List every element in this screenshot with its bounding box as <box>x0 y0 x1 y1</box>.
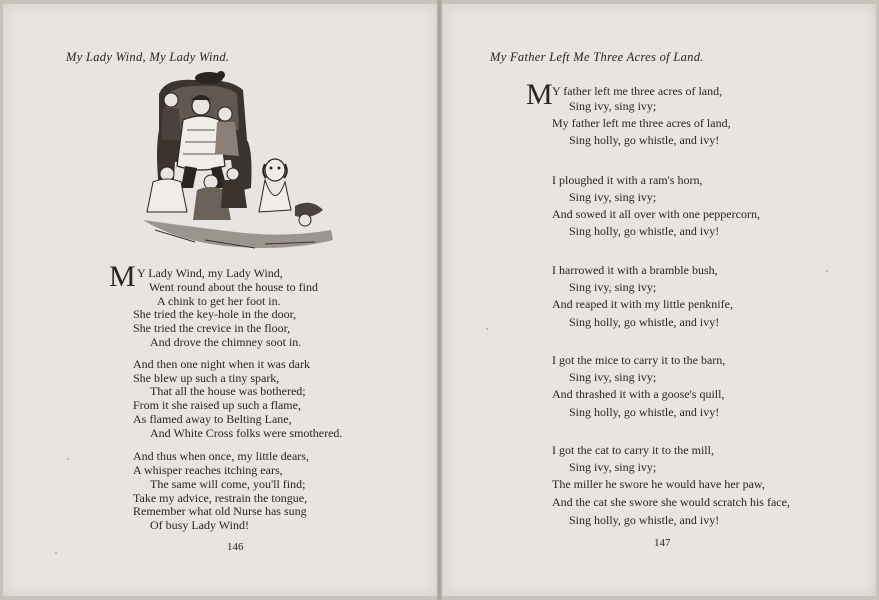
poem-line: Went round about the house to find <box>149 280 319 294</box>
poem-line: I harrowed it with a bramble bush, <box>552 263 718 277</box>
poem-line: Take my advice, restrain the tongue, <box>133 491 308 505</box>
poem-line: A chink to get her foot in. <box>157 294 281 308</box>
paper-speck <box>486 328 488 330</box>
page-header: My Lady Wind, My Lady Wind. <box>66 50 230 64</box>
drop-cap: M <box>109 260 136 293</box>
page-header: My Father Left Me Three Acres of Land. <box>490 50 704 64</box>
page-number: 146 <box>227 541 244 553</box>
poem-line: From it she raised up such a flame, <box>133 398 301 412</box>
poem-line: Remember what old Nurse has sung <box>133 504 307 518</box>
poem-line: She tried the key-hole in the door, <box>133 307 297 321</box>
poem-line: She blew up such a tiny spark, <box>133 371 280 385</box>
drop-cap: M <box>526 78 553 111</box>
left-page <box>3 4 437 596</box>
poem-line: I got the cat to carry it to the mill, <box>552 443 714 457</box>
poem-line: My father left me three acres of land, <box>552 116 731 130</box>
poem-line: Of busy Lady Wind! <box>150 518 249 532</box>
page-number: 147 <box>654 537 671 549</box>
poem-line: Sing ivy, sing ivy; <box>569 280 657 294</box>
poem-line: And the cat she swore she would scratch his face, <box>552 495 790 509</box>
poem-line: Sing ivy, sing ivy; <box>569 370 657 384</box>
poem-line: That all the house was bothered; <box>150 384 306 398</box>
paper-speck <box>67 458 69 460</box>
grandmother-with-children-and-dog-illustration <box>135 70 335 256</box>
poem-line: Y father left me three acres of land, <box>552 84 723 98</box>
poem-line: Sing ivy, sing ivy; <box>569 190 657 204</box>
poem-line: Sing ivy, sing ivy; <box>569 460 657 474</box>
poem-line: And drove the chimney soot in. <box>150 335 302 349</box>
poem-line: And thus when once, my little dears, <box>133 449 309 463</box>
paper-speck <box>826 270 828 272</box>
poem-line: I ploughed it with a ram's horn, <box>552 173 703 187</box>
poem-line: Y Lady Wind, my Lady Wind, <box>137 266 283 280</box>
poem-line: And then one night when it was dark <box>133 357 310 371</box>
poem-line: Sing holly, go whistle, and ivy! <box>569 513 720 527</box>
poem-line: And reaped it with my little penknife, <box>552 297 733 311</box>
poem-line: Sing ivy, sing ivy; <box>569 99 657 113</box>
poem-line: She tried the crevice in the floor, <box>133 321 291 335</box>
poem-line: And thrashed it with a goose's quill, <box>552 387 725 401</box>
poem-line: As flamed away to Belting Lane, <box>133 412 292 426</box>
poem-line: I got the mice to carry it to the barn, <box>552 353 726 367</box>
right-page <box>442 4 876 596</box>
poem-line: A whisper reaches itching ears, <box>133 463 283 477</box>
poem-line: Sing holly, go whistle, and ivy! <box>569 224 720 238</box>
paper-speck <box>55 552 57 554</box>
poem-line: And White Cross folks were smothered. <box>150 426 343 440</box>
poem-line: Sing holly, go whistle, and ivy! <box>569 405 720 419</box>
poem-line: The same will come, you'll find; <box>150 477 306 491</box>
poem-line: And sowed it all over with one peppercorn, <box>552 207 760 221</box>
poem-line: Sing holly, go whistle, and ivy! <box>569 315 720 329</box>
poem-line: Sing holly, go whistle, and ivy! <box>569 133 720 147</box>
poem-line: The miller he swore he would have her paw, <box>552 477 765 491</box>
